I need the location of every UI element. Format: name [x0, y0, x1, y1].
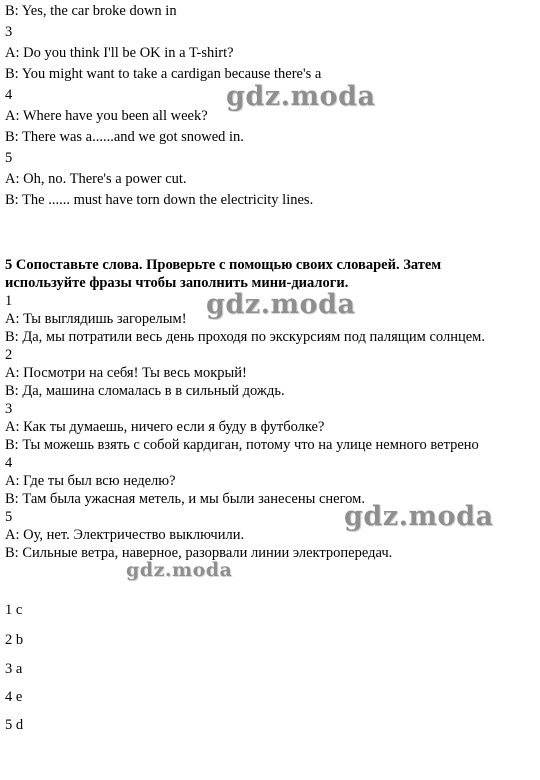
dialogue-line: B: Да, мы потратили весь день проходя по экскурсиям под палящим солнцем.: [5, 329, 485, 345]
answer-item: 3 a: [5, 661, 23, 677]
dialogue-line: A: Где ты был всю неделю?: [5, 473, 176, 489]
dialogue-line: B: Сильные ветра, наверное, разорвали линии электропередач.: [5, 545, 393, 561]
dialogue-line: A: Where have you been all week?: [5, 108, 208, 124]
answer-item: 4 e: [5, 689, 23, 705]
dialogue-number: 1: [5, 293, 13, 309]
dialogue-line: B: Yes, the car broke down in: [5, 3, 177, 19]
watermark: gdz.moda: [344, 501, 494, 532]
dialogue-number: 4: [5, 87, 13, 103]
dialogue-number: 4: [5, 455, 13, 471]
dialogue-number: 2: [5, 347, 13, 363]
dialogue-line: B: Да, машина сломалась в в сильный дождь.: [5, 383, 285, 399]
dialogue-line: A: Оу, нет. Электричество выключили.: [5, 527, 245, 543]
dialogue-line: B: Ты можешь взять с собой кардиган, потому что на улице немного ветрено: [5, 437, 479, 453]
dialogue-line: B: There was a......and we got snowed in.: [5, 129, 244, 145]
dialogue-line: B: You might want to take a cardigan because there's a: [5, 66, 322, 82]
dialogue-line: A: Как ты думаешь, ничего если я буду в футболке?: [5, 419, 325, 435]
answer-item: 5 d: [5, 717, 24, 733]
dialogue-number: 5: [5, 150, 13, 166]
dialogue-line: B: Там была ужасная метель, и мы были занесены снегом.: [5, 491, 365, 507]
answer-item: 2 b: [5, 632, 24, 648]
watermark: gdz.moda: [206, 289, 356, 320]
answer-item: 1 c: [5, 602, 23, 618]
dialogue-line: A: Ты выглядишь загорелым!: [5, 311, 187, 327]
dialogue-line: A: Oh, no. There's a power cut.: [5, 171, 187, 187]
section-title: используйте фразы чтобы заполнить мини-диалоги.: [5, 275, 349, 291]
dialogue-number: 3: [5, 401, 13, 417]
dialogue-line: A: Do you think I'll be OK in a T-shirt?: [5, 45, 234, 61]
section-title: 5 Сопоставьте слова. Проверьте с помощью своих словарей. Затем: [5, 257, 442, 273]
dialogue-number: 3: [5, 24, 13, 40]
watermark: gdz.moda: [126, 559, 233, 581]
dialogue-line: A: Посмотри на себя! Ты весь мокрый!: [5, 365, 247, 381]
watermark: gdz.moda: [226, 81, 376, 112]
dialogue-line: B: The ...... must have torn down the electricity lines.: [5, 192, 314, 208]
dialogue-number: 5: [5, 509, 13, 525]
